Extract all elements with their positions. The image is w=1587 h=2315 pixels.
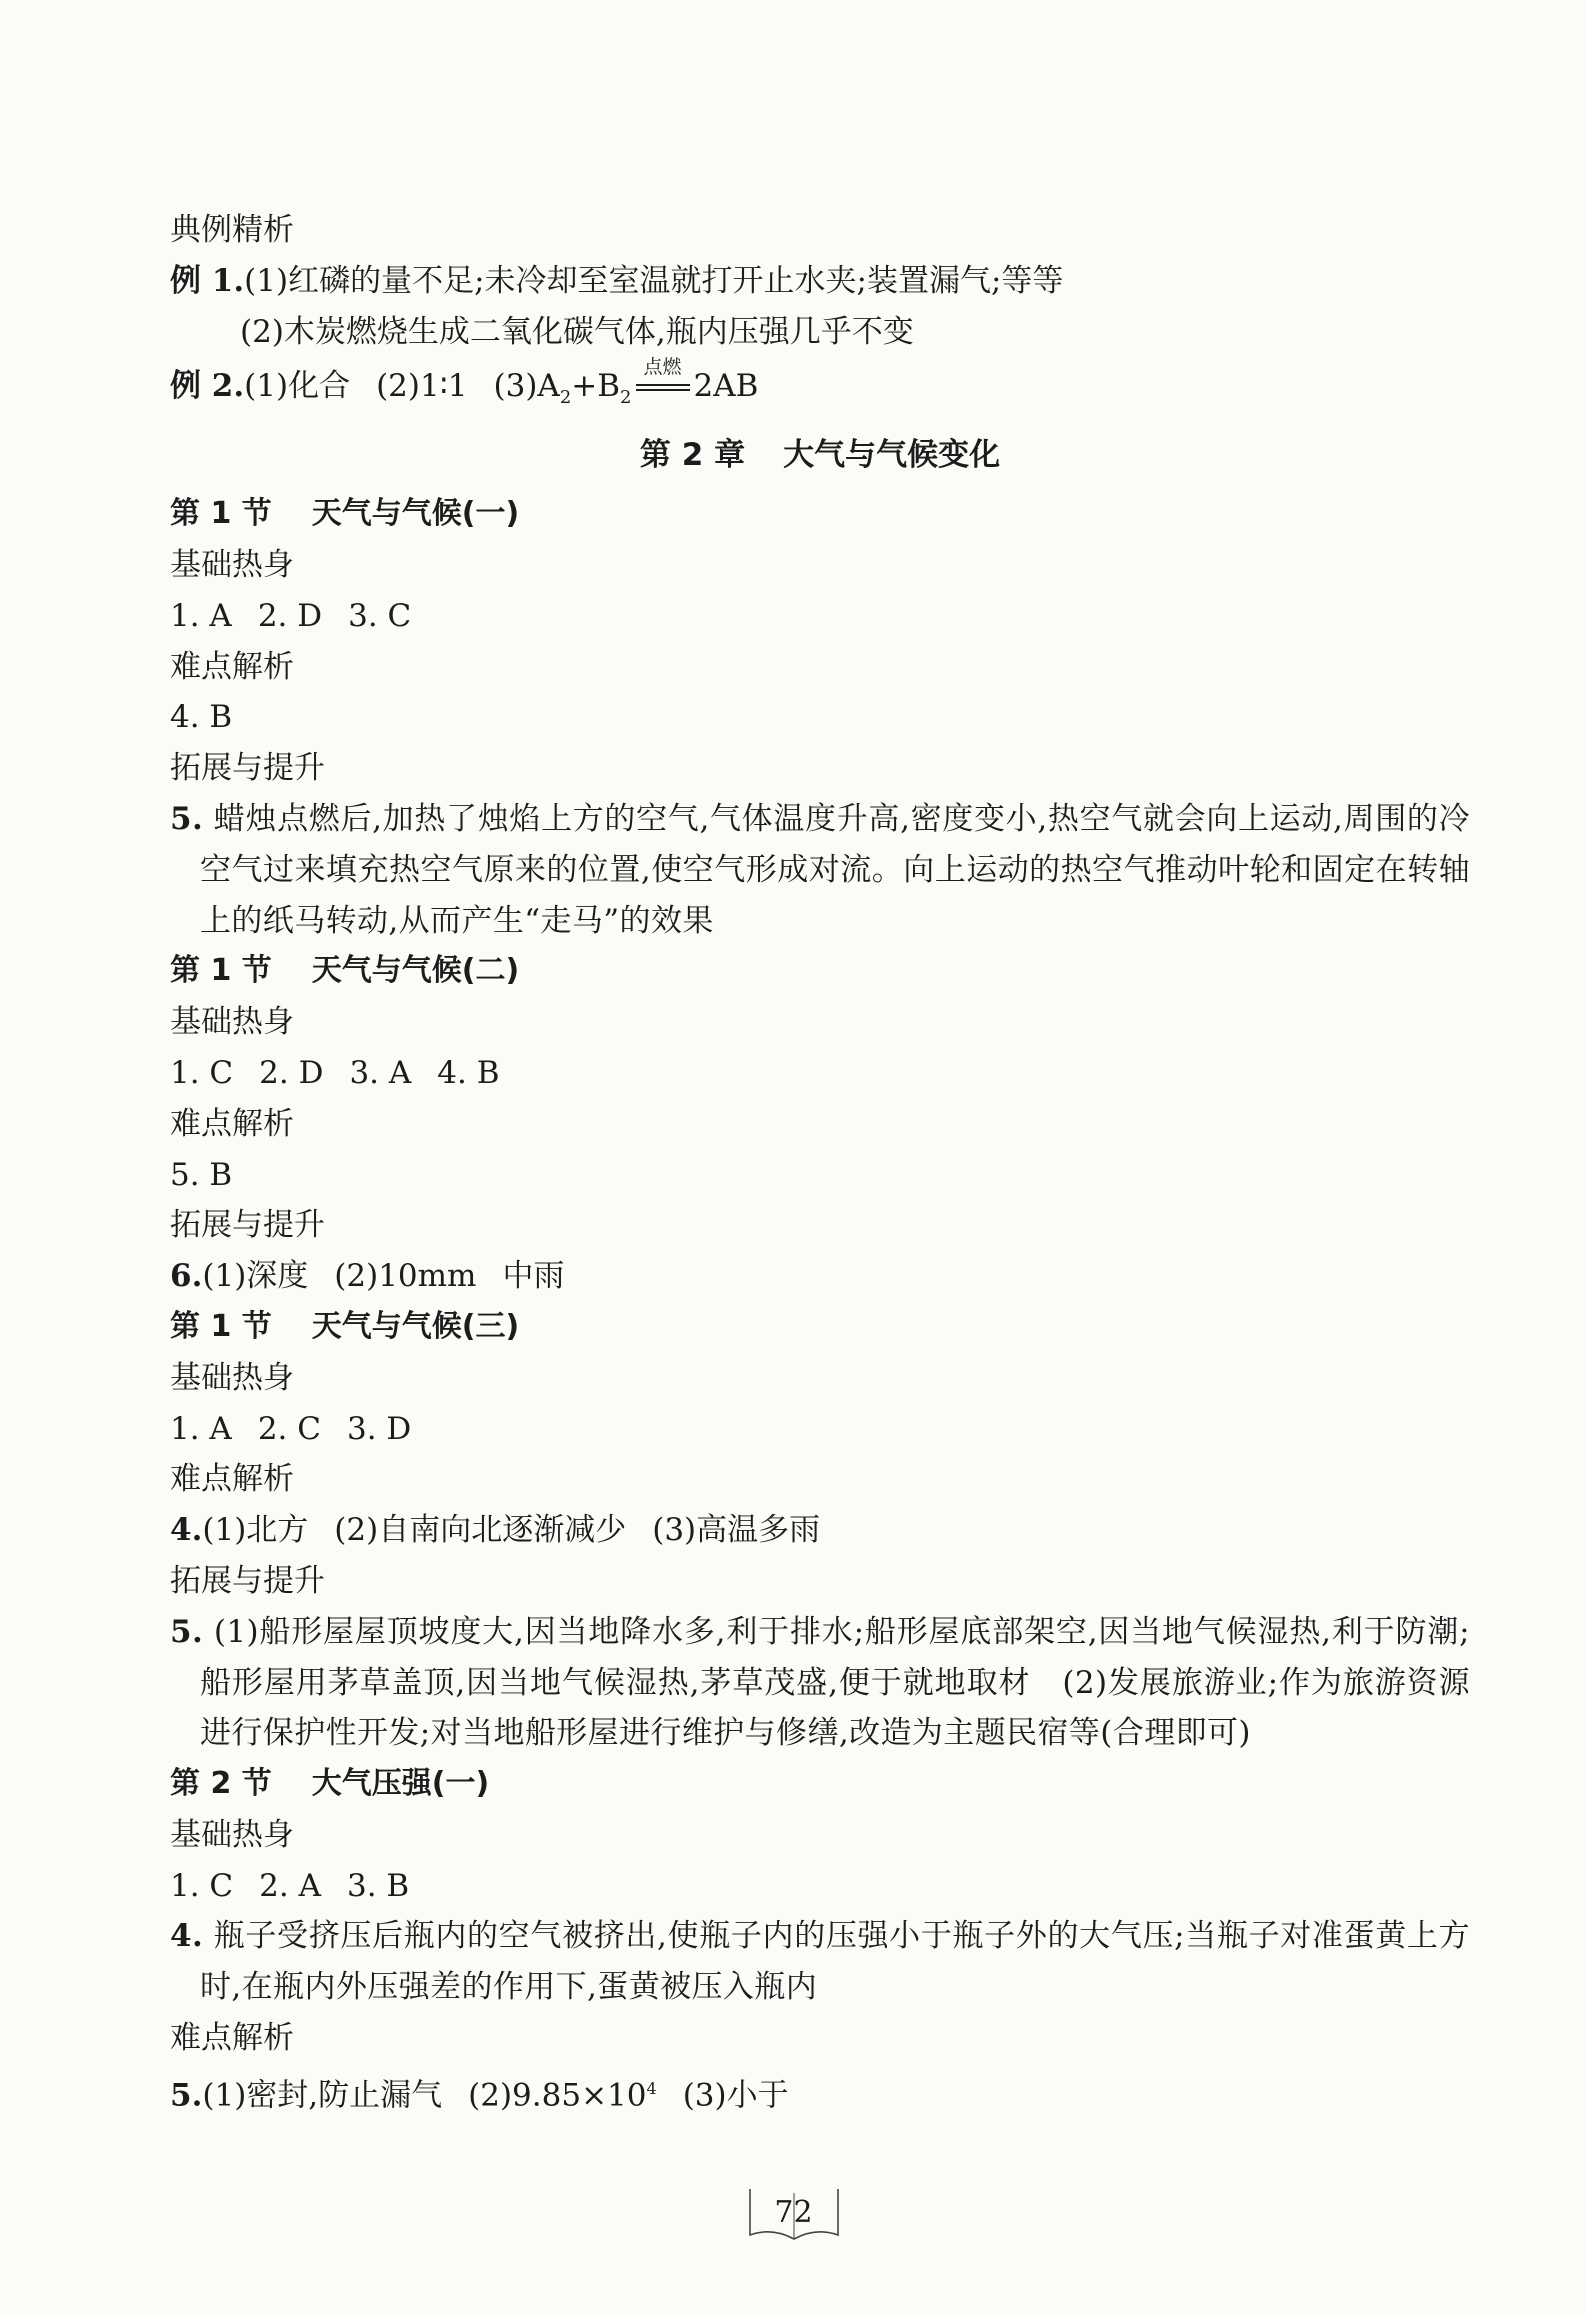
subheading-basic: 基础热身 bbox=[170, 1359, 294, 1396]
example-1-line-1 bbox=[170, 256, 1470, 307]
example-2-line bbox=[170, 356, 1470, 424]
example-2-label: 例 2. bbox=[170, 368, 245, 405]
answer-row: 5. B bbox=[170, 1156, 233, 1193]
section-title: 第 1 节 天气与气候(一) bbox=[170, 496, 520, 532]
answer-row: 1. C 2. D 3. A 4. B bbox=[170, 1054, 500, 1091]
subheading-extension: 拓展与提升 bbox=[170, 750, 325, 787]
subheading-difficult: 难点解析 bbox=[170, 2020, 294, 2057]
answer-row: 4.(1)北方 (2)自南向北逐渐减少 (3)高温多雨 bbox=[170, 1512, 821, 1549]
chemical-equation: $(3)A_2+B_2$ 点燃 2AB bbox=[493, 356, 759, 409]
answer-row: 1. A 2. C 3. D bbox=[170, 1410, 412, 1447]
section-title: 第 2 节 大气压强(一) bbox=[170, 1766, 490, 1802]
page-number: 72 bbox=[746, 2183, 842, 2245]
answer-row: 5.(1)密封,防止漏气 $(2)9.85\times 10^4$ (3)小于 bbox=[170, 2077, 789, 2114]
example-1-label: 例 1. bbox=[170, 262, 245, 299]
section-title: 第 1 节 天气与气候(三) bbox=[170, 1308, 520, 1344]
subheading-basic: 基础热身 bbox=[170, 546, 294, 583]
subheading-basic: 基础热身 bbox=[170, 1816, 294, 1853]
answer-row: 1. C 2. A 3. B bbox=[170, 1867, 410, 1904]
subheading-extension: 拓展与提升 bbox=[170, 1207, 325, 1244]
chapter-number: 第 2 章 bbox=[639, 437, 746, 474]
answer-row: 1. A 2. D 3. C bbox=[170, 597, 412, 634]
answer-paragraph: 5. 蜡烛点燃后,加热了烛焰上方的空气,气体温度升高,密度变小,热空气就会向上运动,周围的冷空气过来填充热空气原来的位置,使空气形成对流。向上运动的热空气推动叶轮和固定在转轴上的纸马转动,从而产生“走马”的效果 bbox=[170, 800, 1470, 939]
answer-row: 4. B bbox=[170, 699, 233, 736]
example-2-answer-1: (1)化合 bbox=[244, 368, 351, 405]
subheading-difficult: 难点解析 bbox=[170, 1461, 294, 1498]
answer-page bbox=[170, 205, 1470, 2121]
example-1-answer-1: (1)红磷的量不足;未冷却至室温就打开止水夹;装置漏气;等等 bbox=[244, 262, 1064, 299]
example-1-answer-2: (2)木炭燃烧生成二氧化碳气体,瓶内压强几乎不变 bbox=[240, 313, 914, 350]
reaction-condition-arrow: 点燃 bbox=[634, 374, 692, 396]
example-2-answer-2: (2)1∶1 bbox=[376, 368, 468, 405]
subheading-difficult: 难点解析 bbox=[170, 648, 294, 685]
answer-row: 6.(1)深度 (2)10mm 中雨 bbox=[170, 1258, 565, 1295]
answer-paragraph: 4. 瓶子受挤压后瓶内的空气被挤出,使瓶子内的压强小于瓶子外的大气压;当瓶子对准蛋黄上方时,在瓶内外压强差的作用下,蛋黄被压入瓶内 bbox=[170, 1918, 1470, 2006]
subheading-extension: 拓展与提升 bbox=[170, 1562, 325, 1599]
page-footer bbox=[0, 2183, 1587, 2249]
chapter-title bbox=[170, 430, 1470, 481]
section-heading-typical-examples: 典例精析 bbox=[170, 212, 294, 248]
answer-paragraph: 5. (1)船形屋屋顶坡度大,因当地降水多,利于排水;船形屋底部架空,因当地气候湿热,利于防潮;船形屋用茅草盖顶,因当地气候湿热,茅草茂盛,便于就地取材 (2)发展旅游业;作为旅游资源进行保护性开发;对当地船形屋进行维护与修缮,改造为主题民宿等(合理即可) bbox=[170, 1613, 1470, 1752]
section-title: 第 1 节 天气与气候(二) bbox=[170, 953, 520, 989]
chapter-name: 大气与气候变化 bbox=[783, 437, 1001, 474]
subheading-basic: 基础热身 bbox=[170, 1004, 294, 1041]
subheading-difficult: 难点解析 bbox=[170, 1105, 294, 1142]
